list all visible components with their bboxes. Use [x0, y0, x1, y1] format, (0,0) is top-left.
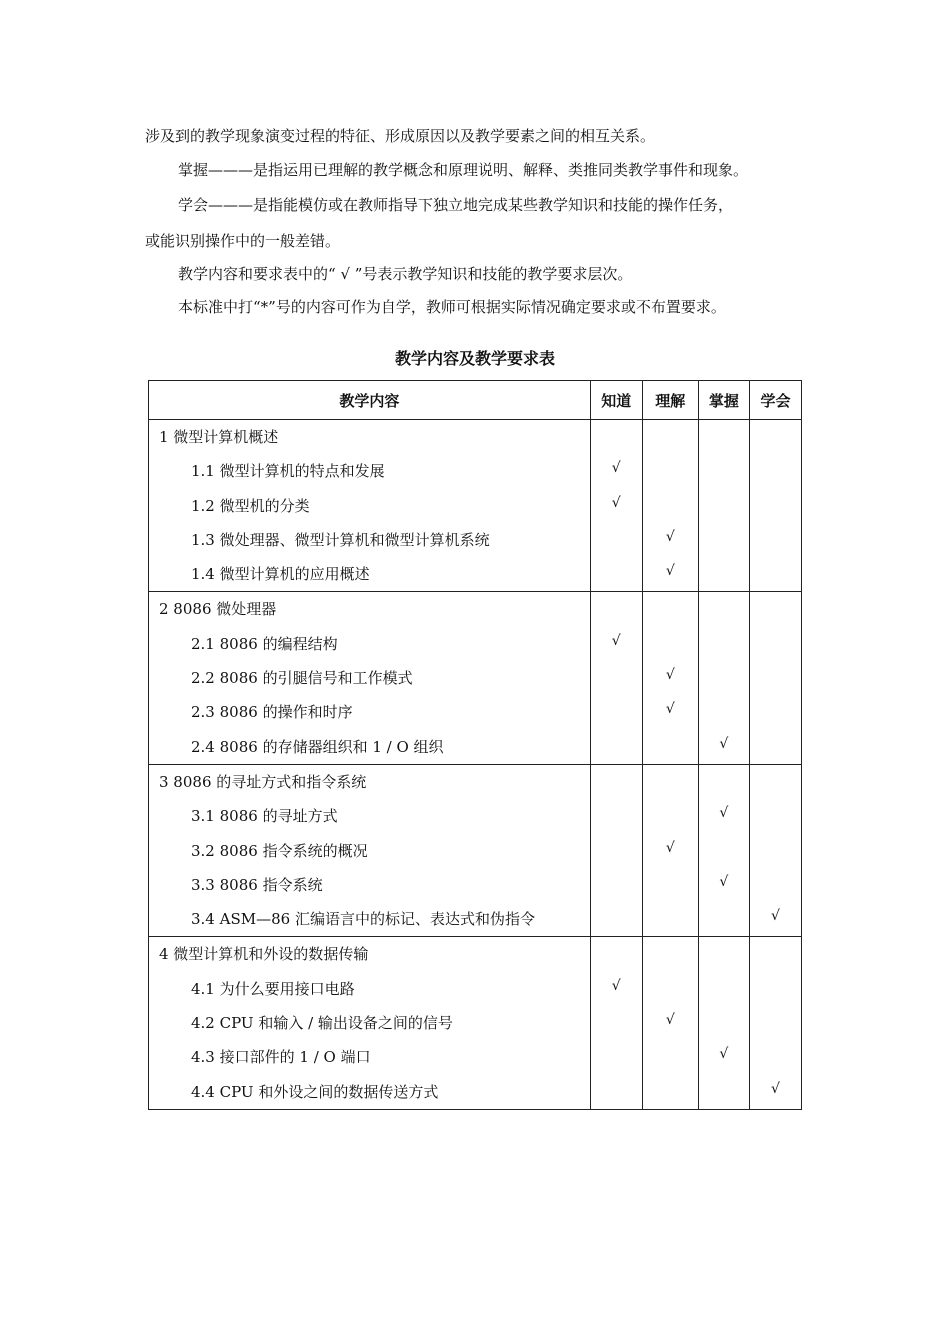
- check-mark: √: [665, 701, 675, 718]
- empty-mark: [591, 695, 642, 729]
- empty-mark: [750, 523, 801, 557]
- empty-mark: [750, 454, 801, 488]
- empty-mark: [699, 454, 749, 488]
- check-mark: √: [719, 735, 729, 752]
- item-label: 4.3 接口部件的 1 / O 端口: [191, 1048, 371, 1067]
- empty-mark: [699, 557, 749, 591]
- empty-mark: [699, 661, 749, 695]
- empty-mark: [643, 902, 698, 936]
- section-content-cell: [149, 420, 591, 592]
- header-know: 知道: [590, 381, 642, 420]
- spacer: [750, 592, 801, 626]
- check-mark: √: [665, 839, 675, 856]
- empty-mark: [643, 799, 698, 833]
- empty-mark: [643, 454, 698, 488]
- check-mark: √: [719, 873, 729, 890]
- item-label: 1.4 微型计算机的应用概述: [191, 565, 370, 584]
- check-mark: √: [665, 563, 675, 580]
- item-label: 1.3 微处理器、微型计算机和微型计算机系统: [191, 530, 490, 549]
- table-section-row: [149, 937, 802, 1109]
- spacer: [591, 937, 642, 971]
- empty-mark: [699, 972, 749, 1006]
- section-content-cell: [149, 592, 591, 764]
- level-3-cell: [698, 592, 749, 764]
- check-mark: √: [719, 805, 729, 822]
- empty-mark: [750, 1040, 801, 1074]
- empty-mark: [699, 523, 749, 557]
- empty-mark: [750, 661, 801, 695]
- spacer: [643, 592, 698, 626]
- paragraph-6: 本标准中打“*”号的内容可作为自学，教师可根据实际情况确定要求或不布置要求。: [178, 298, 726, 316]
- level-2-cell: [642, 937, 698, 1109]
- item-label: 3.2 8086 指令系统的概况: [191, 841, 368, 860]
- empty-mark: [750, 627, 801, 661]
- header-learn: 学会: [749, 381, 801, 420]
- section-title: 4 微型计算机和外设的数据传输: [159, 945, 369, 964]
- spacer: [699, 765, 749, 799]
- empty-mark: [699, 1006, 749, 1040]
- item-label: 1.2 微型机的分类: [191, 496, 310, 515]
- level-3-cell: [698, 937, 749, 1109]
- item-label: 3.4 ASM—86 汇编语言中的标记、表达式和伪指令: [191, 910, 535, 929]
- item-label: 4.4 CPU 和外设之间的数据传送方式: [191, 1082, 439, 1101]
- level-4-cell: [749, 937, 801, 1109]
- empty-mark: [643, 972, 698, 1006]
- level-4-cell: [749, 764, 801, 936]
- spacer: [750, 937, 801, 971]
- empty-mark: [699, 902, 749, 936]
- check-mark: √: [665, 528, 675, 545]
- section-content-cell: [149, 764, 591, 936]
- table-section-row: [149, 764, 802, 936]
- level-4-cell: [749, 592, 801, 764]
- level-3-cell: [698, 764, 749, 936]
- empty-mark: [750, 868, 801, 902]
- empty-mark: [643, 1075, 698, 1109]
- empty-mark: [591, 868, 642, 902]
- item-label: 2.2 8086 的引腿信号和工作模式: [191, 669, 413, 688]
- empty-mark: [750, 695, 801, 729]
- paragraph-3: 学会———是指能模仿或在教师指导下独立地完成某些教学知识和技能的操作任务，: [178, 196, 734, 214]
- section-title: 3 8086 的寻址方式和指令系统: [159, 772, 367, 791]
- empty-mark: [643, 1040, 698, 1074]
- item-label: 2.4 8086 的存储器组织和 1 / O 组织: [191, 737, 444, 756]
- spacer: [699, 420, 749, 454]
- empty-mark: [699, 489, 749, 523]
- level-1-cell: [590, 764, 642, 936]
- check-mark: √: [665, 1012, 675, 1029]
- level-2-cell: [642, 592, 698, 764]
- empty-mark: [750, 834, 801, 868]
- header-master: 掌握: [698, 381, 749, 420]
- check-mark: √: [611, 977, 621, 994]
- check-mark: √: [719, 1046, 729, 1063]
- empty-mark: [591, 902, 642, 936]
- empty-mark: [699, 1075, 749, 1109]
- level-4-cell: [749, 420, 801, 592]
- spacer: [699, 592, 749, 626]
- level-1-cell: [590, 937, 642, 1109]
- empty-mark: [643, 627, 698, 661]
- item-label: 2.3 8086 的操作和时序: [191, 703, 353, 722]
- table-section-row: [149, 592, 802, 764]
- spacer: [750, 420, 801, 454]
- empty-mark: [591, 557, 642, 591]
- level-2-cell: [642, 420, 698, 592]
- spacer: [591, 420, 642, 454]
- table-title: 教学内容及教学要求表: [394, 349, 555, 368]
- empty-mark: [750, 489, 801, 523]
- level-2-cell: [642, 764, 698, 936]
- empty-mark: [750, 799, 801, 833]
- item-label: 3.1 8086 的寻址方式: [191, 807, 338, 826]
- level-1-cell: [590, 592, 642, 764]
- item-label: 2.1 8086 的编程结构: [191, 634, 338, 653]
- empty-mark: [643, 730, 698, 764]
- item-label: 1.1 微型计算机的特点和发展: [191, 462, 385, 481]
- empty-mark: [643, 489, 698, 523]
- spacer: [591, 765, 642, 799]
- item-label: 4.2 CPU 和输入 / 输出设备之间的信号: [191, 1014, 453, 1033]
- spacer: [591, 592, 642, 626]
- empty-mark: [591, 1006, 642, 1040]
- level-3-cell: [698, 420, 749, 592]
- empty-mark: [591, 799, 642, 833]
- paragraph-1: 涉及到的教学现象演变过程的特征、形成原因以及教学要素之间的相互关系。: [145, 127, 656, 145]
- level-1-cell: [590, 420, 642, 592]
- empty-mark: [750, 972, 801, 1006]
- check-mark: √: [611, 632, 621, 649]
- spacer: [643, 937, 698, 971]
- check-mark: √: [611, 460, 621, 477]
- spacer: [750, 765, 801, 799]
- check-mark: √: [611, 494, 621, 511]
- empty-mark: [591, 1075, 642, 1109]
- empty-mark: [699, 834, 749, 868]
- check-mark: √: [770, 1080, 780, 1097]
- empty-mark: [591, 661, 642, 695]
- header-understand: 理解: [642, 381, 698, 420]
- section-title: 2 8086 微处理器: [159, 600, 277, 619]
- empty-mark: [591, 1040, 642, 1074]
- section-content-cell: [149, 937, 591, 1109]
- empty-mark: [699, 695, 749, 729]
- spacer: [643, 765, 698, 799]
- section-title: 1 微型计算机概述: [159, 428, 279, 446]
- check-mark: √: [770, 908, 780, 925]
- item-label: 4.1 为什么要用接口电路: [191, 979, 355, 998]
- check-mark: √: [665, 667, 675, 684]
- empty-mark: [699, 627, 749, 661]
- empty-mark: [750, 1006, 801, 1040]
- empty-mark: [750, 557, 801, 591]
- spacer: [699, 937, 749, 971]
- empty-mark: [591, 834, 642, 868]
- empty-mark: [643, 868, 698, 902]
- paragraph-4: 或能识别操作中的一般差错。: [145, 232, 341, 250]
- spacer: [643, 420, 698, 454]
- requirements-table: [148, 380, 802, 1110]
- empty-mark: [750, 730, 801, 764]
- table-header-row: [149, 381, 802, 420]
- item-label: 3.3 8086 指令系统: [191, 875, 323, 894]
- paragraph-2: 掌握———是指运用已理解的教学概念和原理说明、解释、类推同类教学事件和现象。: [178, 161, 749, 179]
- empty-mark: [591, 523, 642, 557]
- header-content: 教学内容: [149, 381, 591, 420]
- paragraph-5: 教学内容和要求表中的“ √ ”号表示教学知识和技能的教学要求层次。: [178, 265, 633, 283]
- table-section-row: [149, 420, 802, 592]
- empty-mark: [591, 730, 642, 764]
